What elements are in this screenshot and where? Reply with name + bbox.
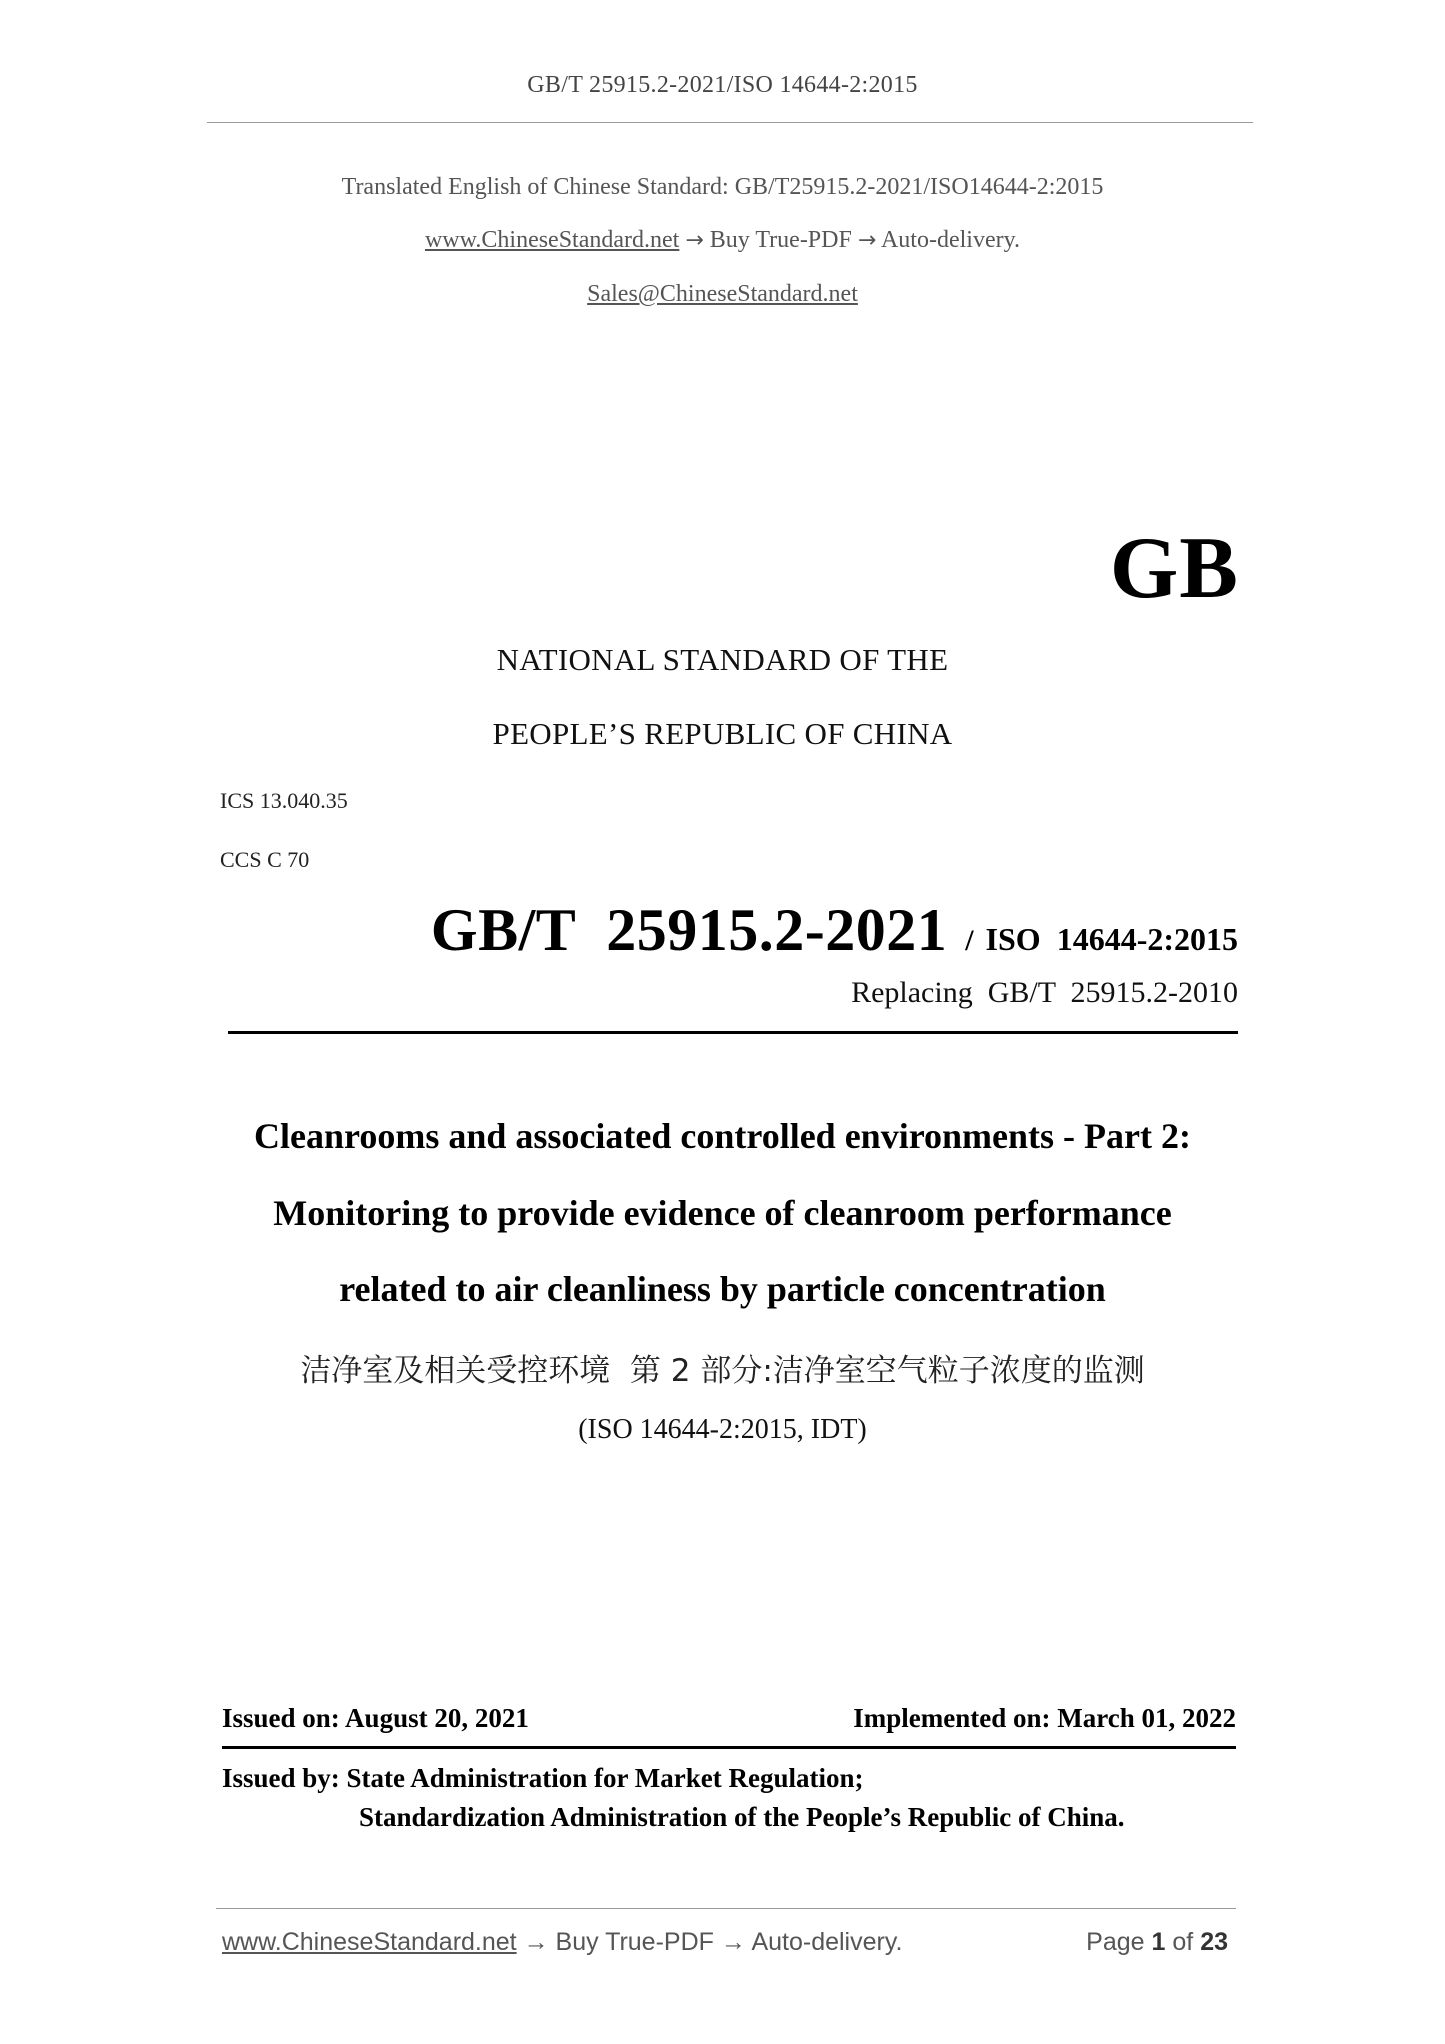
standard-number-row (431, 896, 1238, 965)
purchase-line (0, 227, 1445, 254)
arrow-right-icon: → (685, 228, 704, 253)
arrow-right-icon: → (523, 1928, 549, 1956)
chinese-title: 洁净室及相关受控环境 第 2 部分:洁净室空气粒子浓度的监测 (300, 1353, 1145, 1389)
page-indicator (1086, 1928, 1228, 1957)
arrow-right-icon: → (857, 228, 877, 253)
standard-number: GB/T 25915.2-2021 (430, 897, 948, 963)
issued-by-line-2: Standardization Administration of the People’s Republic of China. (359, 1802, 1125, 1832)
footer-divider (216, 1908, 1236, 1909)
page-label: Page (1086, 1928, 1145, 1956)
running-header: GB/T 25915.2-2021/ISO 14644-2:2015 (527, 72, 918, 98)
page-of: of (1172, 1928, 1194, 1956)
email-link[interactable]: Sales@ChineseStandard.net (587, 281, 858, 307)
header-divider (207, 122, 1253, 123)
page-current: 1 (1151, 1928, 1166, 1956)
footer-purchase-line (222, 1928, 902, 1957)
arrow-right-icon: → (720, 1928, 746, 1956)
iso-number: ISO 14644-2:2015 (985, 921, 1238, 957)
standard-divider (228, 1031, 1238, 1034)
national-standard-line-1: NATIONAL STANDARD OF THE (496, 642, 949, 677)
page-total: 23 (1200, 1928, 1228, 1956)
buy-text: Buy True-PDF (709, 227, 852, 253)
title-line-3: related to air cleanliness by particle concentration (339, 1269, 1106, 1309)
title-line-1: Cleanrooms and associated controlled environments - Part 2: (254, 1116, 1191, 1156)
translation-notice: Translated English of Chinese Standard: GB/T25915.2-2021/ISO14644-2:2015 (341, 174, 1104, 200)
ccs-code: CCS C 70 (220, 847, 310, 872)
footer-delivery-text: Auto-delivery. (751, 1928, 903, 1956)
gb-mark: GB (1109, 520, 1239, 617)
slash-separator: / (965, 924, 974, 957)
equivalence-note: (ISO 14644-2:2015, IDT) (578, 1414, 867, 1445)
national-standard-line-2: PEOPLE’S REPUBLIC OF CHINA (492, 716, 953, 751)
replacing-note: Replacing GB/T 25915.2-2010 (851, 976, 1238, 1009)
email-line (0, 281, 1445, 308)
implemented-on: Implemented on: March 01, 2022 (853, 1703, 1236, 1733)
title-line-2: Monitoring to provide evidence of cleanroom performance (273, 1193, 1172, 1233)
issuance-divider (222, 1746, 1236, 1749)
ics-code: ICS 13.040.35 (220, 788, 348, 813)
issued-by-line-1: Issued by: State Administration for Market Regulation; (222, 1763, 864, 1793)
delivery-text: Auto-delivery. (880, 227, 1021, 253)
footer-buy-text: Buy True-PDF (555, 1928, 714, 1956)
issued-on: Issued on: August 20, 2021 (222, 1703, 529, 1733)
footer-site-link[interactable]: www.ChineseStandard.net (222, 1928, 517, 1956)
site-link[interactable]: www.ChineseStandard.net (424, 227, 680, 253)
issuance-dates (222, 1703, 1236, 1743)
